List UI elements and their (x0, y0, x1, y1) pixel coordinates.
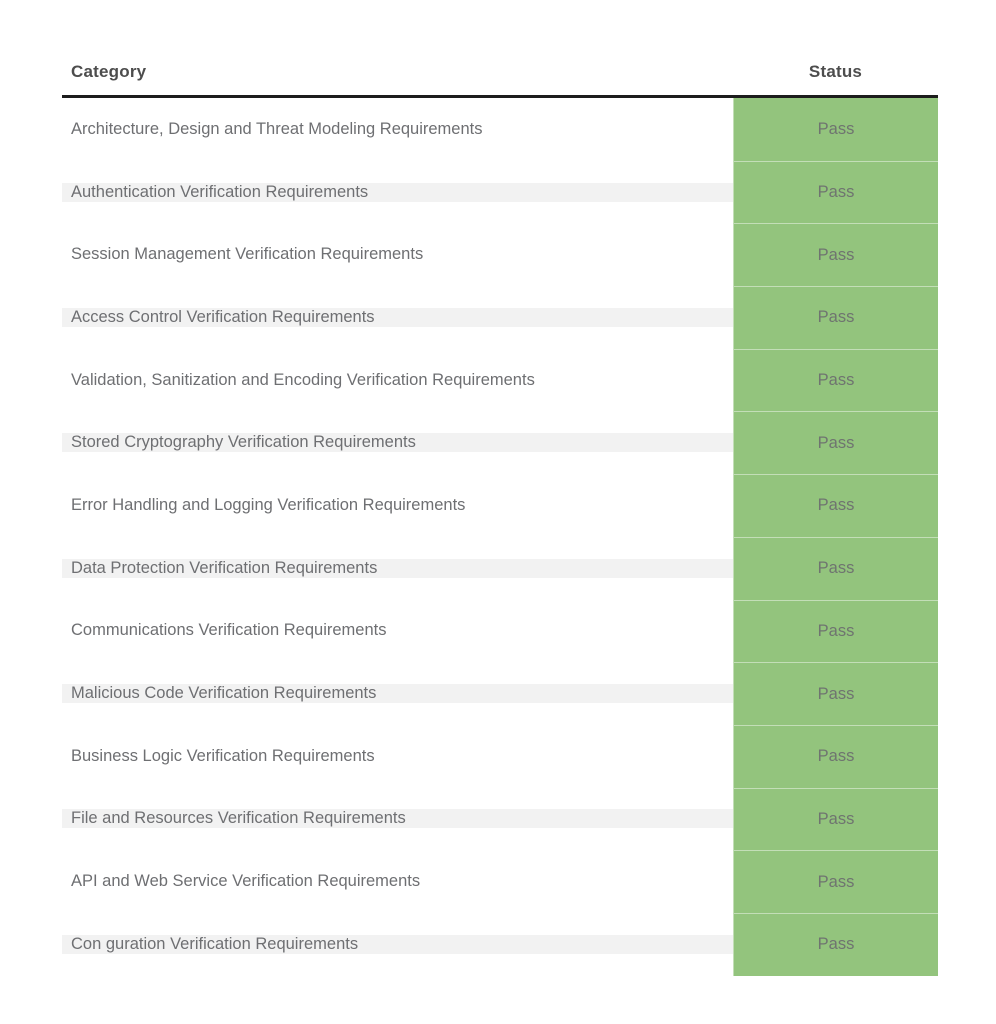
status-cell-pass: Pass (733, 788, 938, 851)
category-cell: File and Resources Verification Requirements (62, 809, 733, 828)
category-cell: Con guration Verification Requirements (62, 935, 733, 954)
status-cell-pass: Pass (733, 349, 938, 412)
table-row (62, 161, 938, 224)
table-body (62, 98, 938, 976)
status-cell-pass: Pass (733, 662, 938, 725)
status-cell-pass: Pass (733, 850, 938, 913)
category-cell: Error Handling and Logging Verification Requirements (62, 496, 733, 515)
table-row (62, 662, 938, 725)
table-row (62, 600, 938, 663)
table-row (62, 286, 938, 349)
table-row (62, 537, 938, 600)
table-row (62, 788, 938, 851)
status-cell-pass: Pass (733, 913, 938, 976)
status-cell-pass: Pass (733, 411, 938, 474)
status-cell-pass: Pass (733, 725, 938, 788)
table-row (62, 725, 938, 788)
category-cell: Malicious Code Verification Requirements (62, 684, 733, 703)
category-cell: Access Control Verification Requirements (62, 308, 733, 327)
status-cell-pass: Pass (733, 600, 938, 663)
category-cell: Communications Verification Requirements (62, 621, 733, 640)
category-cell: Data Protection Verification Requirements (62, 559, 733, 578)
status-cell-pass: Pass (733, 161, 938, 224)
table-row (62, 223, 938, 286)
category-cell: API and Web Service Verification Requirements (62, 872, 733, 891)
table-row (62, 474, 938, 537)
table-row (62, 98, 938, 161)
category-cell: Validation, Sanitization and Encoding Verification Requirements (62, 371, 733, 390)
status-cell-pass: Pass (733, 537, 938, 600)
status-cell-pass: Pass (733, 98, 938, 161)
status-cell-pass: Pass (733, 474, 938, 537)
table-header-row (62, 48, 938, 98)
status-cell-pass: Pass (733, 223, 938, 286)
table-row (62, 913, 938, 976)
table-row (62, 349, 938, 412)
category-cell: Business Logic Verification Requirements (62, 747, 733, 766)
category-cell: Session Management Verification Requirements (62, 245, 733, 264)
table-row (62, 411, 938, 474)
category-cell: Authentication Verification Requirements (62, 183, 733, 202)
verification-results-table (62, 48, 938, 976)
category-cell: Architecture, Design and Threat Modeling Requirements (62, 120, 733, 139)
category-cell: Stored Cryptography Verification Requirements (62, 433, 733, 452)
column-header-category: Category (71, 61, 147, 81)
status-cell-pass: Pass (733, 286, 938, 349)
table-row (62, 850, 938, 913)
column-header-status: Status (808, 61, 863, 81)
